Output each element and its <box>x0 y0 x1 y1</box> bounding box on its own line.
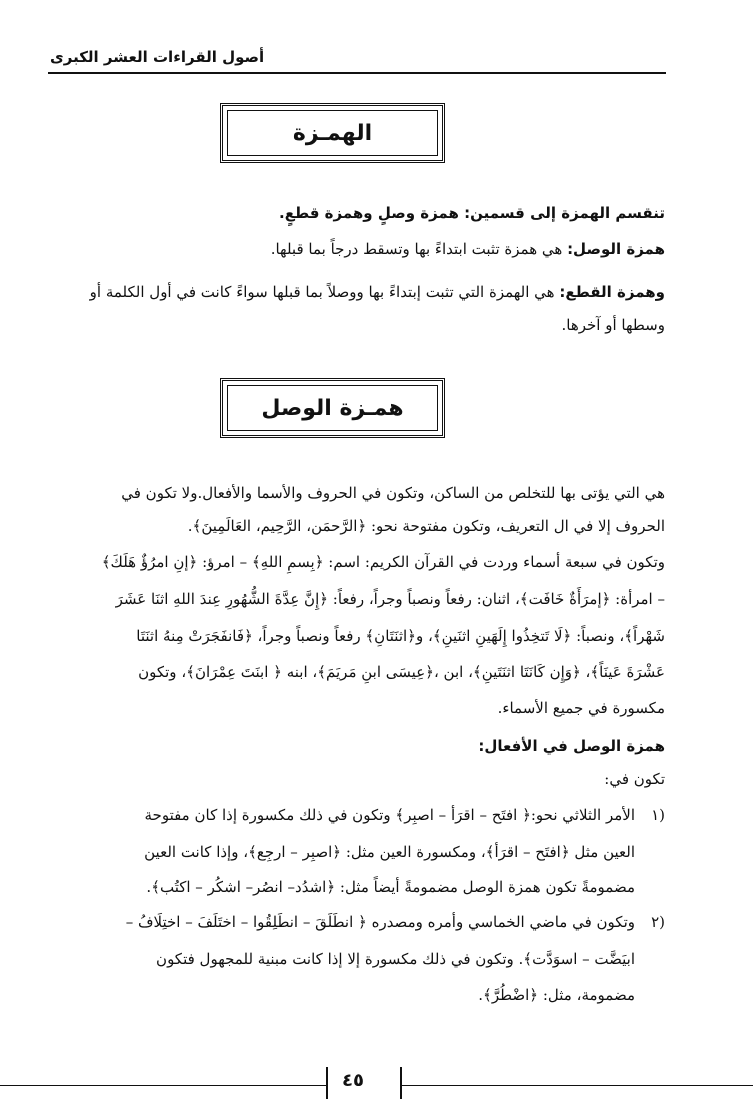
qat-definition: وهمزة القطع: هي الهمزة التي تثبت إبتداءً بها ووصلاً بما قبلها سواءً كانت في أول الكلمة أو <box>89 283 665 301</box>
intro-line: تنقسم الهمزة إلى قسمين: همزة وصلٍ وهمزة قطعٍ. <box>279 204 665 222</box>
text-line: الحروف إلا في ال التعريف، وتكون مفتوحة نحو: ﴿الرَّحمَن، الرَّحِيم، العَالَمِينَ﴾. <box>187 517 665 535</box>
text-line: شَهْراً﴾، ونصباً: ﴿لَا تَتخِذُوا إِلَهَينِ اثنَينِ﴾، و﴿اثنَتَانِ﴾ رفعاً ونصباً وجراً، ﴿فَانفَجَرَتْ مِنهُ اثنَتَا <box>136 627 665 645</box>
running-header: أصول القراءات العشر الكبرى <box>50 48 265 66</box>
page-number: ٤٥ <box>342 1070 364 1091</box>
section-title: همـزة الوصل <box>261 395 404 421</box>
list-item-line: مضمومة، مثل: ﴿اضْطُرَّ﴾. <box>478 986 635 1004</box>
qat-definition-cont: وسطها أو آخرها. <box>561 316 665 334</box>
text-line: عَشْرَةَ عَينَاً﴾، ﴿وَإِن كَانَتَا اثنَتَينِ﴾، ابن ،﴿عِيسَى ابنِ مَريَمَ﴾، ابنه ﴿ ابنَتَ عِمْرَانَ﴾، وتكون <box>138 663 665 681</box>
subheading: همزة الوصل في الأفعال: <box>478 737 665 755</box>
text-line: – امرأة: ﴿إمرَأَةٌ خَافَت﴾، اثنان: رفعاً ونصباً وجراً، رفعاً: ﴿إِنَّ عِدَّةَ الشُّهُورِ عِندَ اللهِ اثنَا عَشَرَ <box>115 590 665 608</box>
wasl-definition: همزة الوصل: هي همزة تثبت ابتداءً بها وتسقط درجاً بما قبلها. <box>270 240 665 258</box>
list-item-line: الأمر الثلاثي نحو:﴿ افتَح – اقرَأ – اصبِر﴾ وتكون في ذلك مكسورة إذا كان مفتوحة <box>144 806 635 824</box>
list-item-line: العين مثل ﴿افتَح – اقرَأ﴾، ومكسورة العين مثل: ﴿اصبِر – ارجِع﴾، وإذا كانت العين <box>144 843 635 861</box>
text-line: تكون في: <box>604 770 665 788</box>
text-line: وتكون في سبعة أسماء وردت في القرآن الكريم: اسم: ﴿بِسمِ اللهِ﴾ – امرؤ: ﴿إنِ امرُؤٌ هَلَكَ﴾ <box>101 553 665 571</box>
footer-rule-right <box>402 1085 753 1086</box>
list-item-line: ابيَضَّت – اسوَدَّت﴾. وتكون في ذلك مكسورة إلا إذا كانت مبنية للمجهول فتكون <box>156 950 635 968</box>
list-number: ٢) <box>651 913 665 931</box>
section-title-box <box>220 378 445 438</box>
list-number: ١) <box>651 806 665 824</box>
list-item-line: مضمومةً تكون همزة الوصل مضمومةً أيضاً مثل: ﴿اشدُد– انصُر– اشكُر – اكتُب﴾. <box>146 878 635 896</box>
header-rule <box>48 72 666 74</box>
list-item-line: وتكون في ماضي الخماسي وأمره ومصدره ﴿ انطَلَقَ – انطَلِقُوا – اختَلَفَ – اختِلَافُ – <box>125 913 635 931</box>
section-title-box <box>220 103 445 163</box>
footer-bar <box>326 1067 328 1099</box>
footer-rule-left <box>0 1085 326 1086</box>
text-line: هي التي يؤتى بها للتخلص من الساكن، وتكون في الحروف والأسما والأفعال.ولا تكون في <box>121 484 665 502</box>
footer-bar <box>400 1067 402 1099</box>
section-title: الهمـزة <box>292 120 373 146</box>
text-line: مكسورة في جميع الأسماء. <box>497 699 665 717</box>
